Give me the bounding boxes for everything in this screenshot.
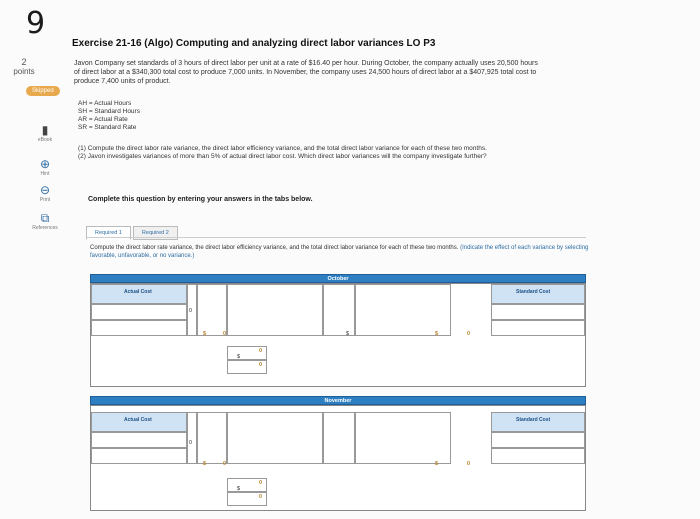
october-dollar-c: $ [435, 331, 439, 337]
references-label: References [32, 225, 58, 231]
instruction-text: Complete this question by entering your answers in the tabs below. [88, 196, 313, 203]
november-actual-cost-header [91, 412, 187, 432]
hint-icon: ⊕ [39, 157, 51, 171]
november-op-input[interactable] [197, 412, 227, 464]
november-ar-input[interactable] [91, 448, 187, 464]
requirement-1: (1) Compute the direct labor rate variance, the direct labor efficiency variance, and the total direct labor variance for each of these two months. [78, 145, 487, 152]
november-sr-input[interactable] [491, 432, 585, 448]
tab-required-2[interactable]: Required 2 [133, 226, 178, 240]
tab-required-1[interactable]: Required 1 [86, 226, 131, 240]
november-zero-e: 0 [259, 494, 263, 500]
abbr-ah: AH = Actual Hours [78, 100, 132, 107]
abbr-sr: SR = Standard Rate [78, 124, 137, 131]
november-spacer [187, 412, 197, 464]
october-zero-b: 0 [223, 331, 227, 337]
hint-label: Hint [40, 171, 50, 177]
compute-hint: (Indicate the effect of each variance by selecting favorable, unfavorable, or no variance.) [90, 245, 589, 259]
points-value: 2 [21, 57, 27, 67]
november-mid-input[interactable] [227, 412, 323, 464]
november-zero-a: 0 [189, 440, 193, 446]
november-sc-input[interactable] [491, 448, 585, 464]
print-button[interactable] [30, 184, 60, 203]
october-zero-c: 0 [467, 331, 471, 337]
october-ah-input[interactable] [91, 304, 187, 320]
october-ar-input[interactable] [91, 320, 187, 336]
november-actual-cost-label: Actual Cost [124, 417, 152, 423]
requirements-list [78, 145, 548, 161]
october-standard-cost-label: Standard Cost [516, 289, 551, 295]
book-icon: ▮ [41, 123, 49, 137]
november-standard-cost-header [491, 412, 585, 432]
october-actual-cost-label: Actual Cost [124, 289, 152, 295]
compute-instruction [90, 244, 590, 260]
abbreviation-list [78, 100, 140, 132]
ebook-label: eBook [37, 137, 53, 143]
october-dollar-d: $ [237, 354, 241, 360]
print-icon: ⊖ [39, 183, 51, 197]
november-dollar-c: $ [435, 461, 439, 467]
abbr-sh: SH = Standard Hours [78, 108, 140, 115]
question-number: 9 [26, 6, 46, 41]
october-sr-input[interactable] [491, 304, 585, 320]
november-grid [90, 405, 586, 511]
november-dollar-a: $ [203, 461, 207, 467]
october-grid [90, 283, 586, 387]
abbr-ar: AR = Actual Rate [78, 116, 128, 123]
print-label: Print [39, 197, 51, 203]
october-dollar-b: $ [346, 331, 350, 337]
october-zero-d: 0 [259, 348, 263, 354]
points-label: points [13, 67, 35, 76]
status-badge: Skipped [26, 86, 60, 96]
november-ah-input[interactable] [91, 432, 187, 448]
hint-button[interactable] [30, 158, 60, 177]
exercise-title: Exercise 21-16 (Algo) Computing and analyzing direct labor variances LO P3 [72, 38, 436, 49]
november-mid-op-input[interactable] [323, 412, 355, 464]
references-icon: ⧉ [40, 211, 50, 225]
october-sc-input[interactable] [491, 320, 585, 336]
october-zero-a: 0 [189, 308, 193, 314]
november-zero-b: 0 [223, 461, 227, 467]
november-sh-input[interactable] [355, 412, 451, 464]
november-label: November [324, 398, 352, 404]
november-dollar-d: $ [237, 486, 241, 492]
references-button[interactable] [30, 212, 60, 231]
october-sh-input[interactable] [355, 284, 451, 336]
october-mid-input[interactable] [227, 284, 323, 336]
october-op-input[interactable] [197, 284, 227, 336]
november-zero-c: 0 [467, 461, 471, 467]
october-mid-op-input[interactable] [323, 284, 355, 336]
november-zero-d: 0 [259, 480, 263, 486]
october-dollar-a: $ [203, 331, 207, 337]
points-info [12, 58, 36, 76]
tab-divider [86, 237, 586, 238]
requirement-2: (2) Javon investigates variances of more than 5% of actual direct labor cost. Which direct labor variances will the company investigate further? [78, 153, 487, 160]
compute-text: Compute the direct labor rate variance, the direct labor efficiency variance, and the total direct labor variance for each of these two months. [90, 245, 459, 251]
october-label: October [327, 276, 349, 282]
october-zero-e: 0 [259, 362, 263, 368]
october-actual-cost-header [91, 284, 187, 304]
ebook-button[interactable] [30, 124, 60, 143]
october-standard-cost-header [491, 284, 585, 304]
november-standard-cost-label: Standard Cost [516, 417, 551, 423]
exercise-description: Javon Company set standards of 3 hours of direct labor per unit at a rate of $16.40 per hour. During October, the company actually uses 20,500 hours of direct labor at a $340,300 total cost to produce 7,000 units. In November, the company uses 24,500 hours of direct labor at a $407,925 total cost to produce 7,400 units of product. [74, 60, 538, 85]
